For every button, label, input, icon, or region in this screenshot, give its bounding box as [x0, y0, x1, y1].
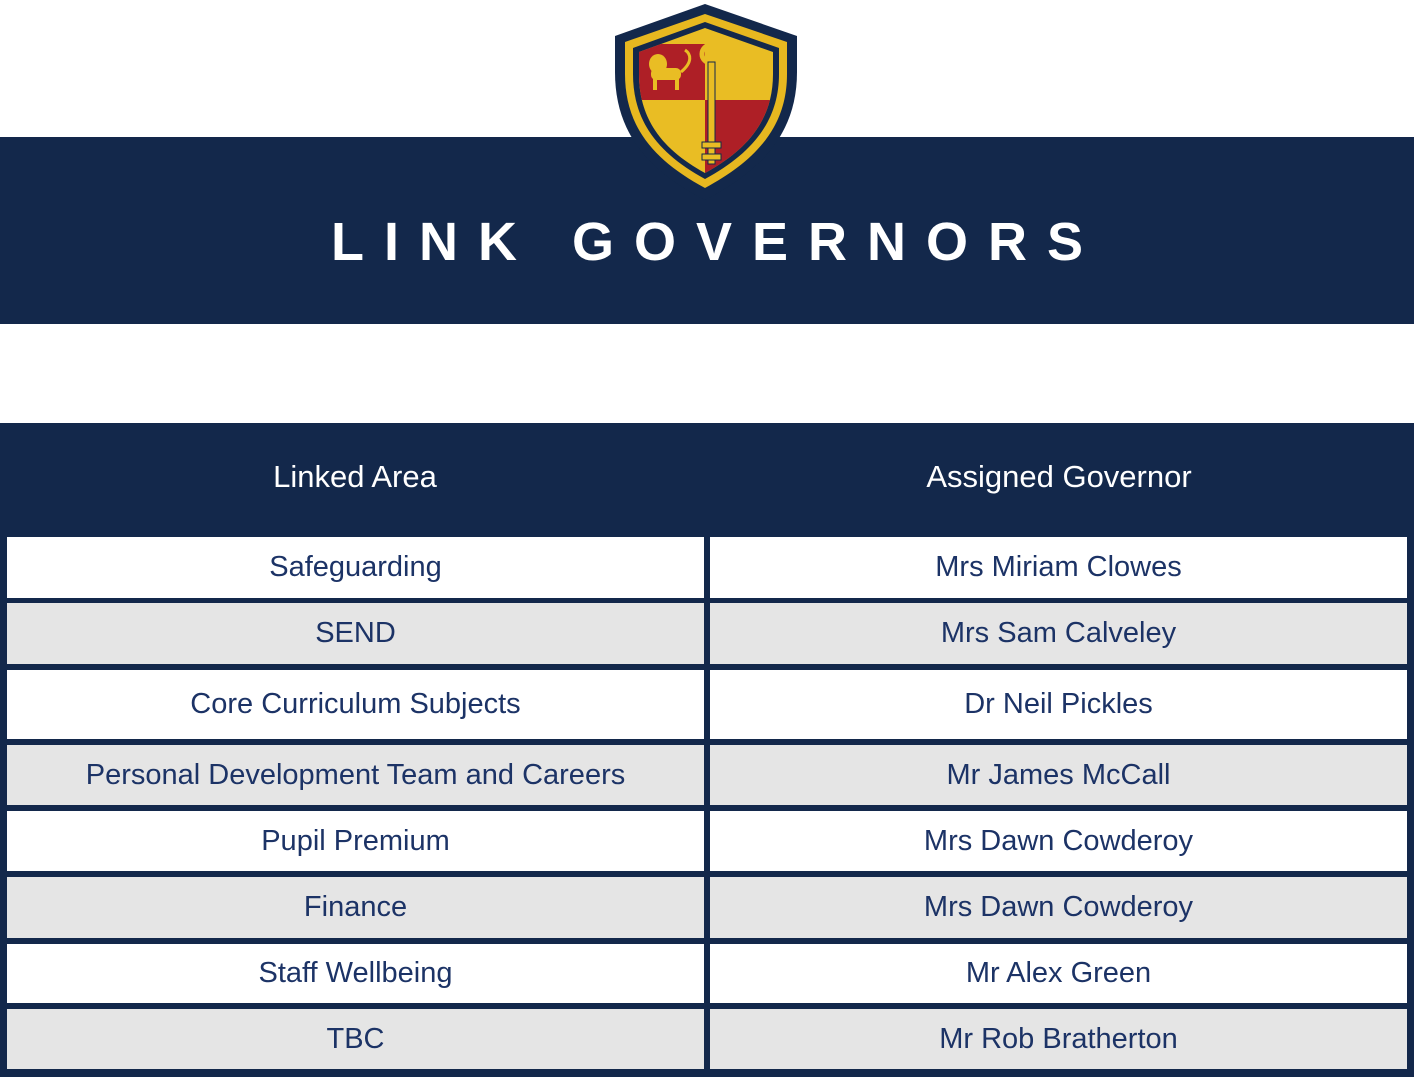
school-crest-icon: [613, 2, 801, 202]
table-cell-governor: Mrs Sam Calveley: [710, 603, 1407, 664]
page-title: LINK GOVERNORS: [330, 212, 1104, 272]
table-cell-area: TBC: [7, 1009, 704, 1069]
table-cell-governor: Mrs Dawn Cowderoy: [710, 877, 1407, 938]
table-cell-governor: Mrs Miriam Clowes: [710, 537, 1407, 598]
table-cell-governor: Mr Alex Green: [710, 944, 1407, 1003]
table-cell-governor: Dr Neil Pickles: [710, 670, 1407, 739]
table-cell-area: Safeguarding: [7, 537, 704, 598]
table-cell-governor: Mrs Dawn Cowderoy: [710, 811, 1407, 871]
table-cell-area: Staff Wellbeing: [7, 944, 704, 1003]
table-cell-governor: Mr Rob Bratherton: [710, 1009, 1407, 1069]
table-cell-area: Core Curriculum Subjects: [7, 670, 704, 739]
table-cell-area: Finance: [7, 877, 704, 938]
table-cell-area: SEND: [7, 603, 704, 664]
table-cell-area: Personal Development Team and Careers: [7, 745, 704, 805]
column-header-linked-area: Linked Area: [273, 459, 437, 494]
column-header-assigned-governor: Assigned Governor: [926, 459, 1192, 494]
table-cell-area: Pupil Premium: [7, 811, 704, 871]
table-cell-governor: Mr James McCall: [710, 745, 1407, 805]
